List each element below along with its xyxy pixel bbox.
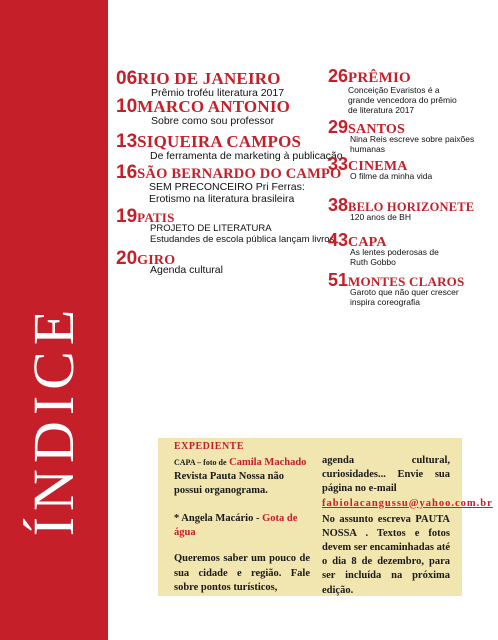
page-number: 43: [328, 230, 349, 250]
cover-credit-name: Camila Machado: [229, 456, 307, 468]
section-name: SIQUEIRA CAMPOS: [137, 132, 302, 151]
index-title: ÍNDICE: [21, 303, 86, 537]
toc-entry[interactable]: [328, 195, 474, 222]
section-description: PROJETO DE LITERATURA: [150, 223, 272, 234]
section-description: Sobre como sou professor: [151, 115, 275, 127]
body-text-right-2: No assunto escreva PAUTA NOSSA . Textos e fotos devem ser encaminhadas até o dia 8 de dezembro, para ser incluída na próxima edição.: [322, 513, 450, 596]
section-name: RIO DE JANEIRO: [137, 69, 281, 88]
section-description: humanas: [350, 144, 385, 155]
section-description: Conceição Evaristos é a: [348, 85, 440, 95]
page-number: 20: [116, 248, 138, 269]
section-description: Ruth Gobbo: [350, 257, 396, 268]
section-name: MONTES CLAROS: [348, 274, 465, 289]
toc-entry[interactable]: [116, 248, 223, 276]
section-description: Agenda cultural: [150, 264, 223, 276]
sidebar-red-band: [0, 0, 108, 640]
page-number: 29: [328, 117, 349, 137]
cover-credit-label: CAPA – foto de: [174, 457, 227, 467]
body-text-right: agenda cultural, curiosidades... Envie sua página no e-mail: [322, 455, 450, 495]
expediente-title: EXPEDIENTE: [174, 441, 245, 452]
email-link[interactable]: fabiolacangussu@yahoo.com.br: [322, 497, 493, 509]
section-name: PRÊMIO: [348, 70, 411, 86]
section-description: De ferramenta de marketing à publicação: [150, 150, 343, 162]
toc-entry[interactable]: [328, 230, 439, 267]
page-number: 38: [328, 195, 349, 215]
section-description: SEM PRECONCEIRO Pri Ferras:: [149, 181, 305, 193]
section-name: SANTOS: [348, 122, 405, 137]
section-description: Erotismo na literatura brasileira: [149, 193, 295, 206]
page-number: 33: [328, 154, 349, 174]
org-text: Revista Pauta Nossa não possui organograma.: [174, 470, 284, 496]
page-number: 26: [328, 66, 349, 86]
body-text-left: Queremos saber um pouco de sua cidade e região. Fale sobre pontos turísticos,: [174, 553, 310, 593]
section-name: BELO HORIZONETE: [348, 200, 475, 214]
toc-entry[interactable]: [116, 162, 342, 206]
toc-entry[interactable]: [116, 131, 343, 162]
page-number: 13: [116, 131, 138, 152]
page-number: 51: [328, 270, 349, 290]
toc-entry[interactable]: [116, 68, 284, 99]
section-name: PATIS: [137, 210, 175, 225]
section-name: GIRO: [137, 253, 176, 268]
section-description: O filme da minha vida: [350, 171, 433, 181]
section-description: Estudandes de escola pública lançam livros: [150, 234, 335, 246]
section-description: Nina Reis escreve sobre paixões: [350, 134, 475, 144]
section-description: 120 anos de BH: [350, 212, 411, 222]
page-number: 19: [116, 206, 138, 227]
section-description: Prêmio troféu literatura 2017: [151, 87, 285, 99]
toc-entry[interactable]: [116, 206, 334, 245]
section-description: Garoto que não quer crescer: [350, 287, 459, 297]
section-name: SÃO BERNARDO DO CAMPO: [137, 166, 342, 182]
toc-entry[interactable]: [328, 117, 474, 154]
toc-entry[interactable]: [328, 154, 432, 181]
section-description: inspira coreografia: [350, 297, 420, 308]
section-description: As lentes poderosas de: [350, 247, 439, 257]
expediente-box: [158, 438, 493, 596]
page-number: 16: [116, 162, 138, 183]
toc-entry[interactable]: [116, 96, 290, 127]
section-name: MARCO ANTONIO: [137, 97, 291, 116]
section-name: CINEMA: [348, 159, 408, 174]
toc-entry[interactable]: [328, 270, 464, 307]
page-number: 10: [116, 96, 138, 117]
section-name: CAPA: [348, 235, 387, 250]
section-description: de literatura 2017: [348, 105, 415, 116]
page-number: 06: [116, 68, 138, 89]
section-description: grande vencedora do prêmio: [348, 95, 457, 106]
author-name: * Angela Macário -: [174, 513, 260, 525]
author-work: Gota de água: [174, 513, 298, 539]
toc-entry[interactable]: [328, 66, 457, 115]
